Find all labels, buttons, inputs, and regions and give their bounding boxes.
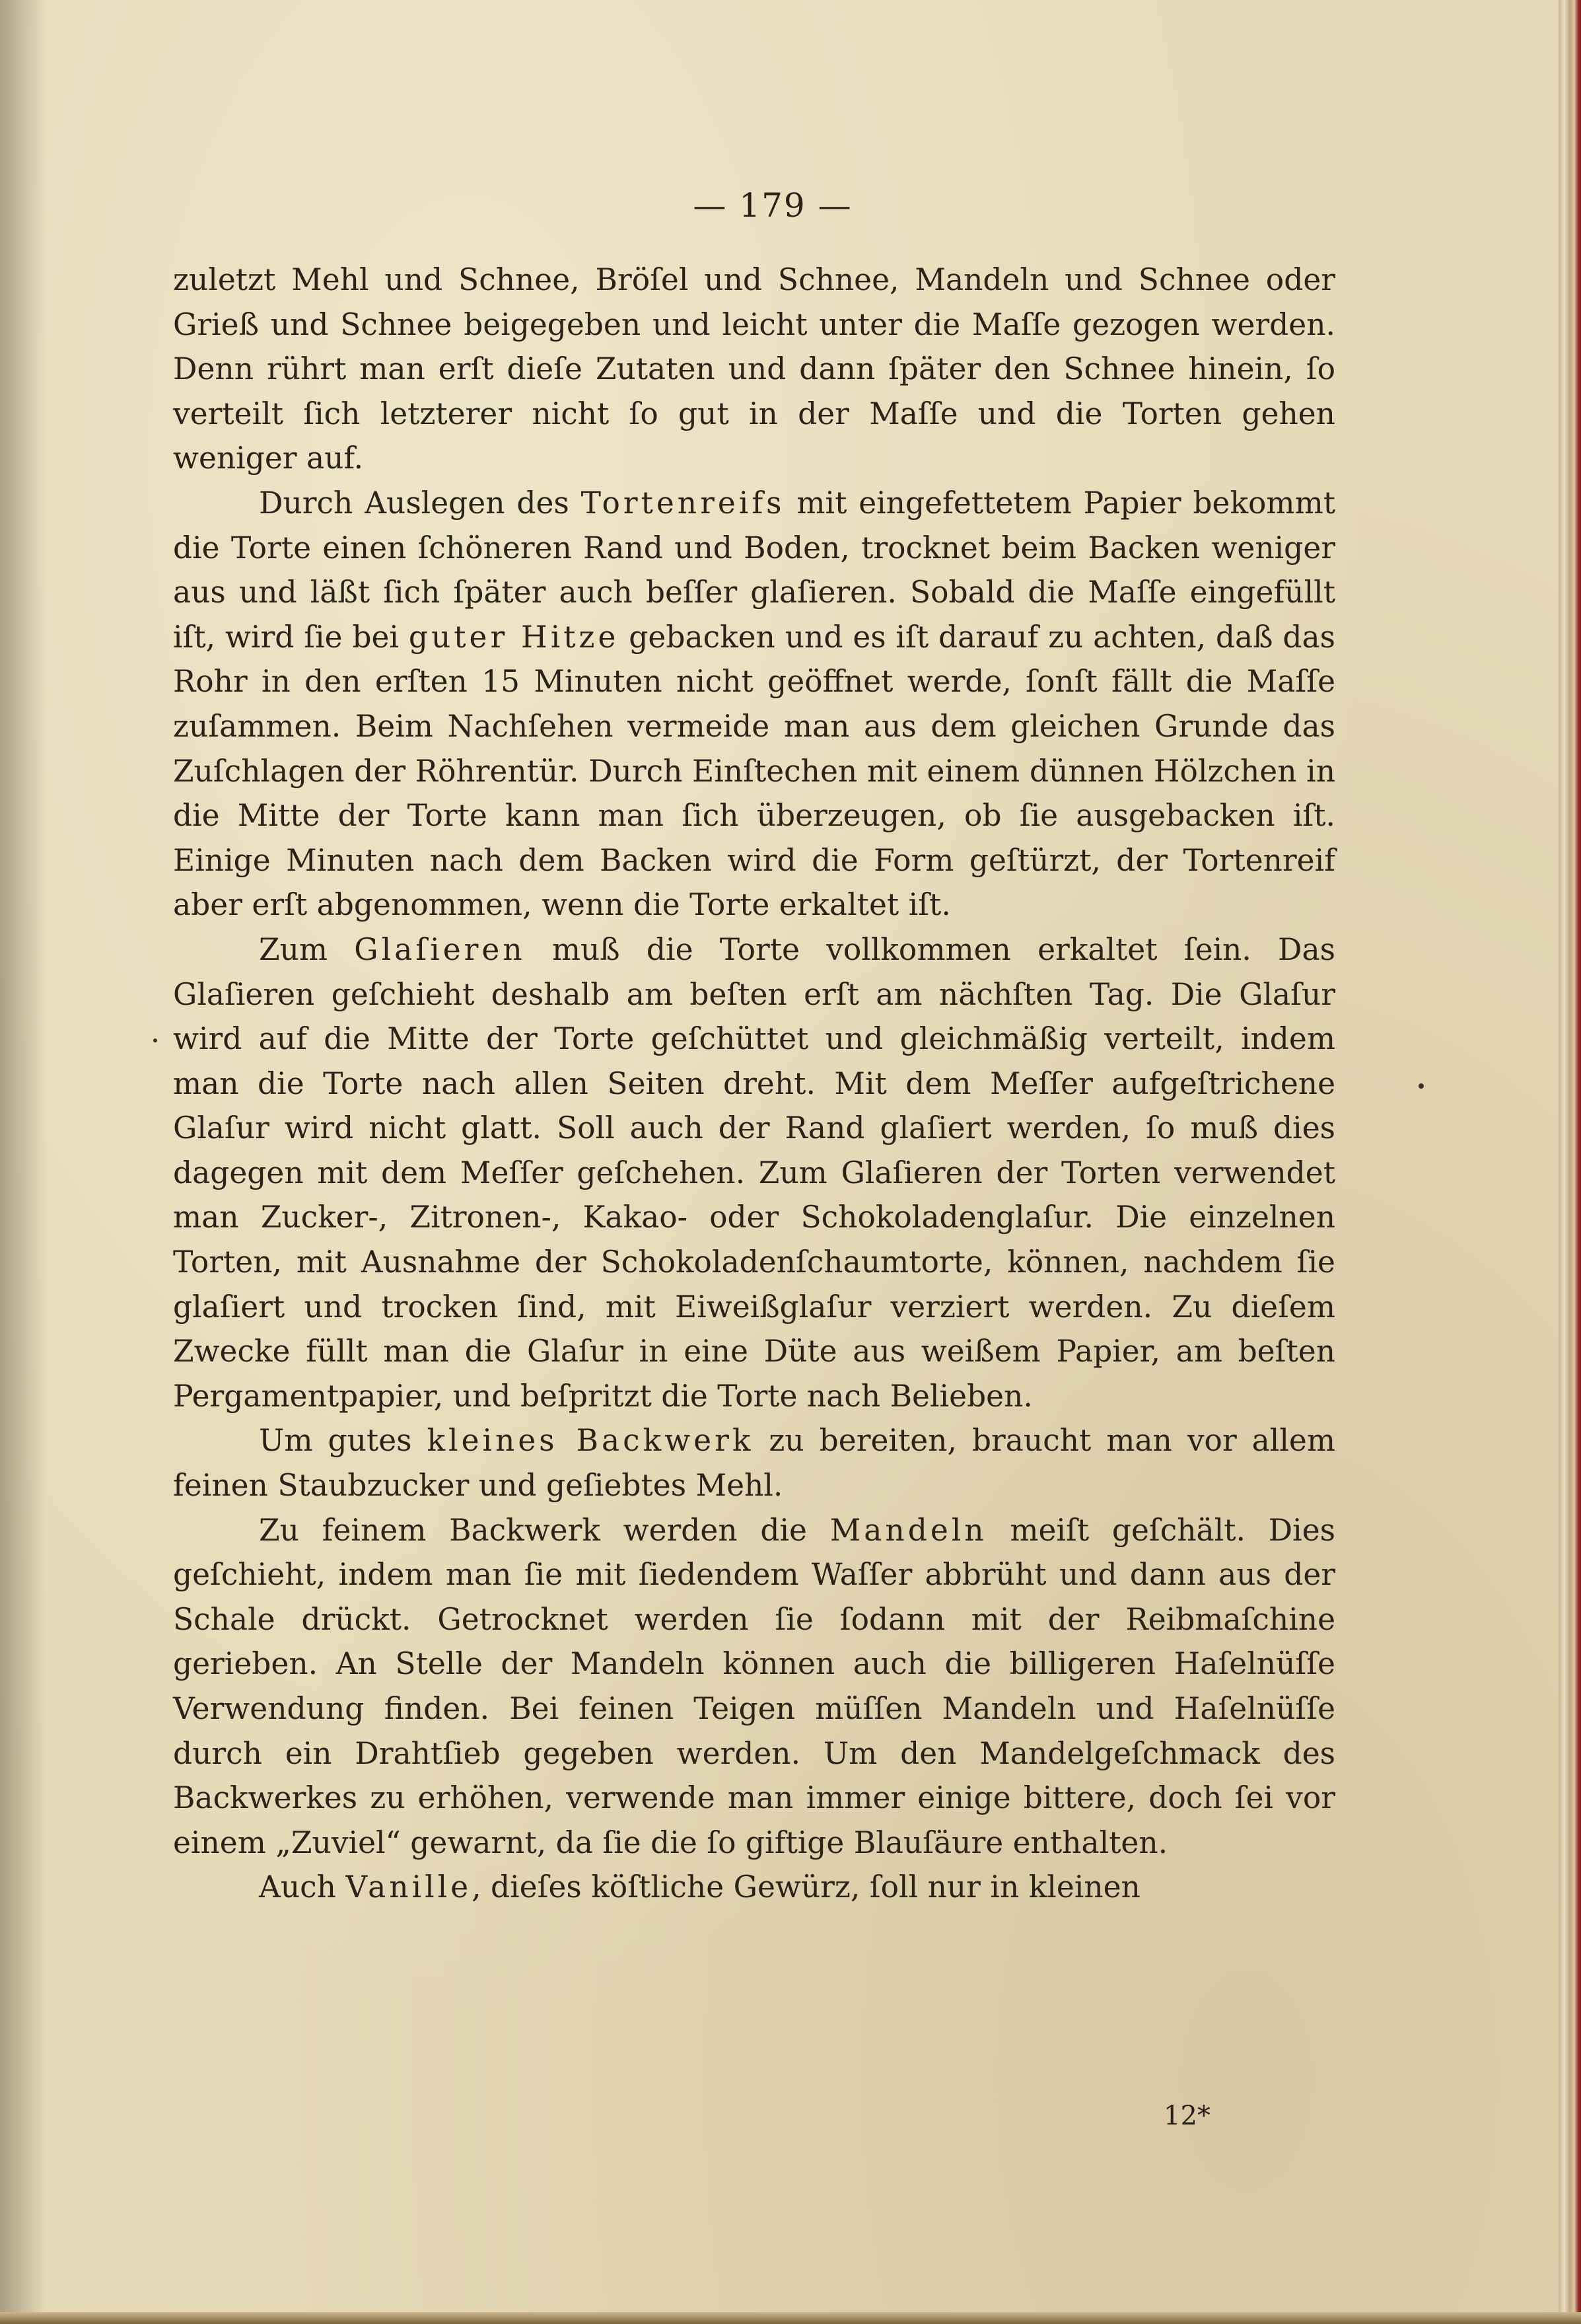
emphasized-text: Mandeln [829, 1512, 987, 1548]
gutter-shadow [0, 0, 46, 2312]
text-run: gebacken und es iſt darauf zu achten, daß das Rohr in den erſten 15 Minuten nicht geöffnet werde, ſonſt fällt die Maſſe zuſammen. Beim Nachſehen vermeide man aus dem gleichen Grunde das Zuſchlagen der Röhrentür. Durch Einſtechen mit einem dünnen Hölzchen in die Mitte der Torte kann man ſich überzeugen, ob ſie ausgebacken iſt. Einige Minuten nach dem Backen wird die Form geſtürzt, der Tortenreif aber erſt abgenommen, wenn die Torte erkaltet iſt. [173, 619, 1335, 923]
text-run: Durch Auslegen des [259, 485, 581, 521]
paper-speck [1419, 1083, 1424, 1089]
paragraph [173, 1418, 1335, 1507]
emphasized-text: Tortenreifs [580, 485, 785, 521]
signature-mark: 12* [1164, 2101, 1211, 2131]
paragraph [173, 258, 1335, 481]
emphasized-text: Vanille [345, 1870, 472, 1905]
text-run: Zum [259, 931, 355, 967]
paragraph [173, 1865, 1335, 1910]
text-run: zu bereiten, braucht man vor allem feinen Staubzucker und geſiebtes Mehl. [173, 1423, 1335, 1504]
text-run: , dieſes köſtliche Gewürz, ſoll nur in kleinen [472, 1870, 1141, 1905]
page-number: — 179 — [693, 186, 853, 225]
page-edge-bottom [0, 2312, 1581, 2324]
paragraph [173, 1508, 1335, 1866]
text-run: mit eingefettetem Papier bekommt die Torte einen ſchöneren Rand und Boden, trocknet beim Backen weniger aus und läßt ſich ſpäter auch beſſer glaſieren. Sobald die Maſſe eingefüllt iſt, wird ſie bei [173, 485, 1336, 655]
page-edge [1559, 0, 1581, 2324]
emphasized-text: Glaſieren [354, 931, 526, 967]
body-text [173, 258, 1335, 1910]
emphasized-text: guter Hitze [408, 619, 619, 655]
text-run: Auch [259, 1870, 346, 1905]
emphasized-text: kleines Backwerk [427, 1423, 754, 1459]
text-run: Zu feinem Backwerk werden die [259, 1512, 830, 1548]
paragraph [173, 927, 1335, 1419]
text-run: zuletzt Mehl und Schnee, Bröſel und Schnee, Mandeln und Schnee oder Grieß und Schnee beigegeben und leicht unter die Maſſe gezogen werden. Denn rührt man erſt dieſe Zutaten und dann ſpäter den Schnee hinein, ſo verteilt ſich letzterer nicht ſo gut in der Maſſe und die Torten gehen weniger auf. [173, 262, 1335, 476]
paragraph [173, 481, 1335, 927]
paper-speck [153, 1038, 157, 1042]
text-run: muß die Torte vollkommen erkaltet ſein. Das Glaſieren geſchieht deshalb am beſten erſt am nächſten Tag. Die Glaſur wird auf die Mitte der Torte geſchüttet und gleichmäßig verteilt, indem man die Torte nach allen Seiten dreht. Mit dem Meſſer aufgeſtrichene Glaſur wird nicht glatt. Soll auch der Rand glaſiert werden, ſo muß dies dagegen mit dem Meſſer geſchehen. Zum Glaſieren der Torten verwendet man Zucker-, Zitronen-, Kakao- oder Schokoladenglaſur. Die einzelnen Torten, mit Ausnahme der Schokoladenſchaumtorte, können, nachdem ſie glaſiert und trocken ſind, mit Eiweißglaſur verziert werden. Zu dieſem Zwecke füllt man die Glaſur in eine Düte aus weißem Papier, am beſten Pergamentpapier, und beſpritzt die Torte nach Belieben. [173, 931, 1335, 1414]
text-run: Um gutes [259, 1423, 427, 1459]
text-run: meiſt geſchält. Dies geſchieht, indem man ſie mit ſiedendem Waſſer abbrüht und dann aus der Schale drückt. Getrocknet werden ſie ſodann mit der Reibmaſchine gerieben. An Stelle der Mandeln können auch die billigeren Haſelnüſſe Verwendung finden. Bei feinen Teigen müſſen Mandeln und Haſelnüſſe durch ein Drahtſieb gegeben werden. Um den Mandelgeſchmack des Backwerkes zu erhöhen, verwende man immer einige bittere, doch ſei vor einem „Zuviel“ gewarnt, da ſie die ſo giftige Blauſäure enthalten. [173, 1512, 1335, 1860]
